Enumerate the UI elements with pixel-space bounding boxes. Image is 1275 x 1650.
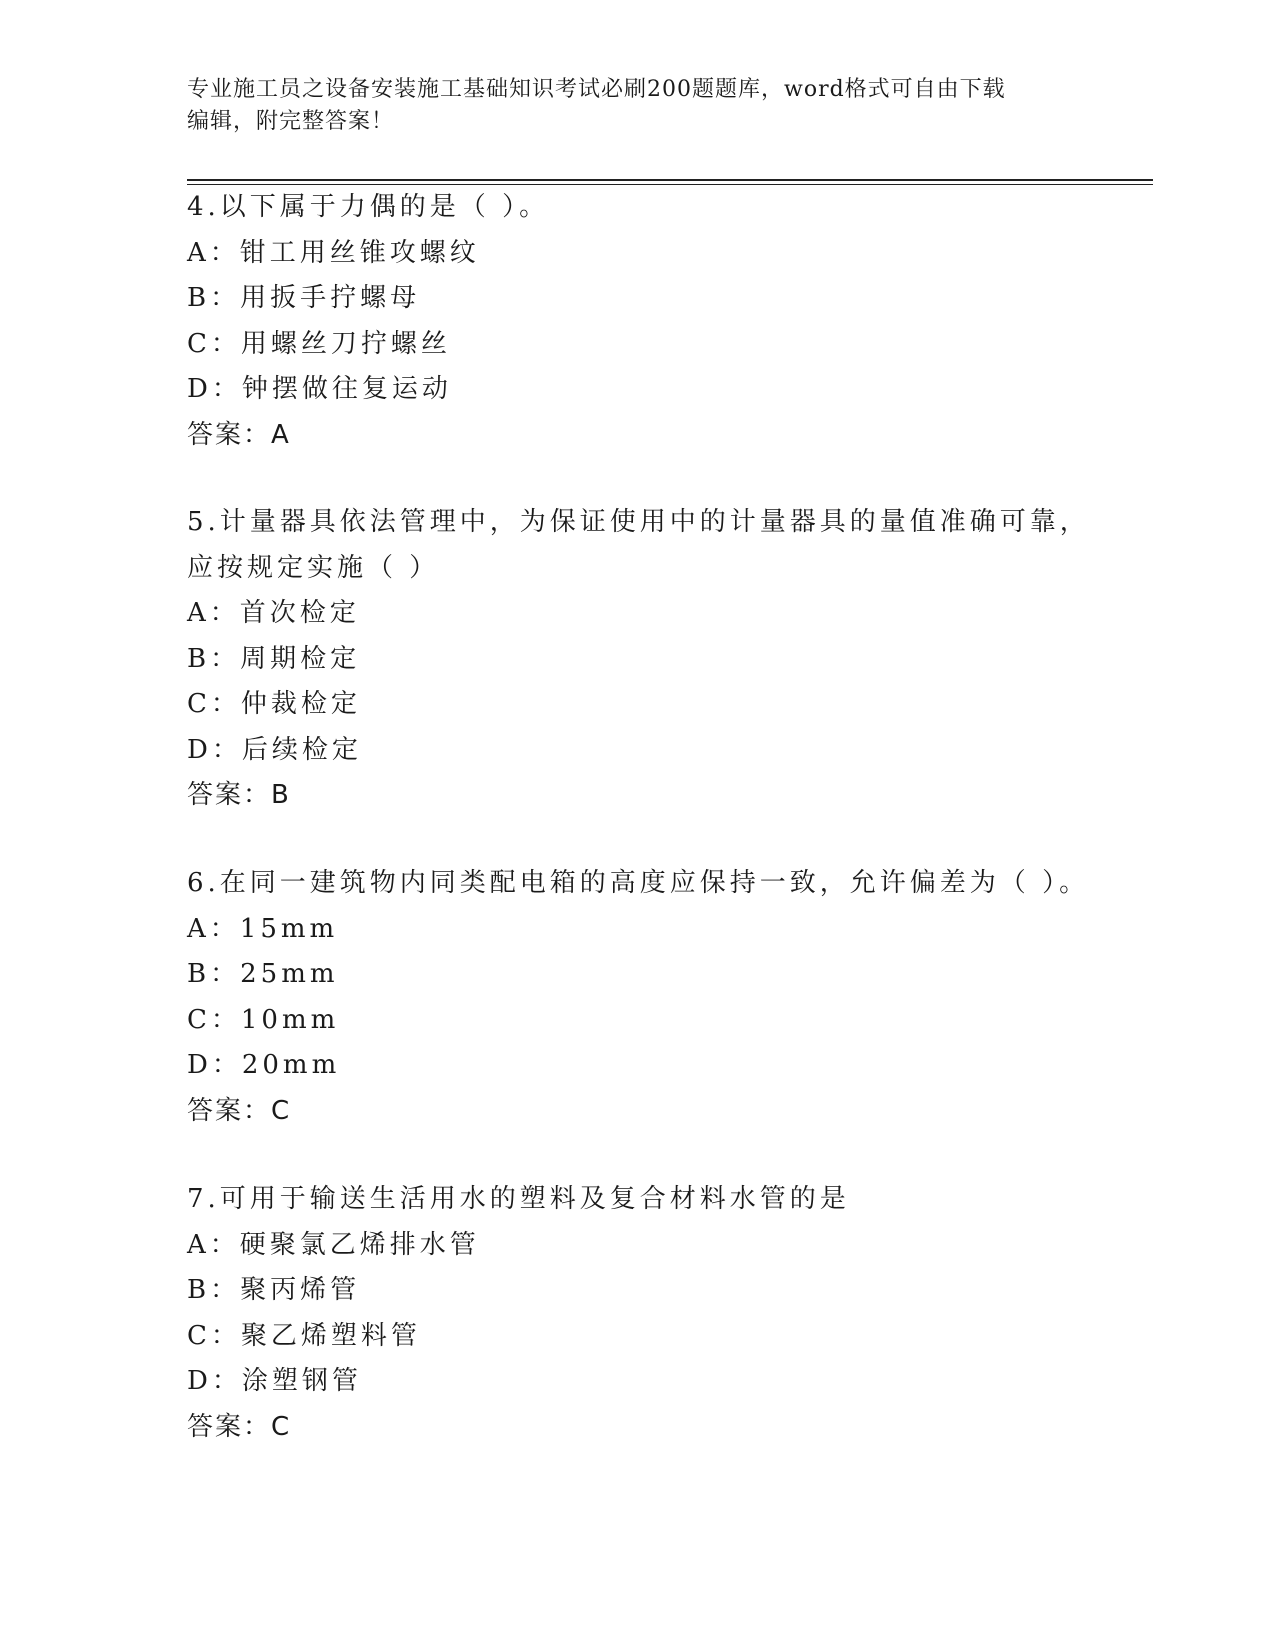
question-stem: 4.以下属于力偶的是（ ）。 (187, 192, 550, 222)
question-7 (187, 1177, 1087, 1450)
question-stem: 6.在同一建筑物内同类配电箱的高度应保持一致，允许偏差为（ ）。 (187, 868, 1090, 898)
question-5 (187, 500, 1090, 819)
option-c: C：用螺丝刀拧螺丝 (187, 328, 451, 359)
answer-label: 答案：B (187, 780, 291, 810)
option-b: B：25mm (187, 959, 339, 989)
option-d: D：涂塑钢管 (187, 1366, 362, 1396)
question-stem: 7.可用于输送生活用水的塑料及复合材料水管的是 (187, 1184, 850, 1214)
answer-label: 答案：C (187, 1411, 292, 1442)
option-b: B：周期检定 (187, 643, 361, 674)
option-b: B：聚丙烯管 (187, 1275, 361, 1305)
option-d: D：钟摆做往复运动 (187, 374, 452, 404)
option-c: C：聚乙烯塑料管 (187, 1320, 421, 1351)
option-a: A：钳工用丝锥攻螺纹 (187, 237, 480, 268)
answer-label: 答案：C (187, 1095, 292, 1126)
option-a: A：15mm (187, 913, 339, 944)
question-stem-continued: 应按规定实施（ ） (187, 552, 440, 583)
question-4 (187, 185, 1087, 458)
option-a: A：硬聚氯乙烯排水管 (187, 1229, 480, 1260)
option-c: C：仲裁检定 (187, 689, 361, 719)
option-d: D：后续检定 (187, 734, 362, 765)
header-divider-thick (187, 179, 1153, 181)
answer-label: 答案：A (187, 419, 291, 450)
option-a: A：首次检定 (187, 598, 360, 628)
header-title-line-1: 专业施工员之设备安装施工基础知识考试必刷200题题库，word格式可自由下载 (187, 77, 1006, 102)
option-c: C：10mm (187, 1004, 340, 1035)
header-title-line-2: 编辑，附完整答案！ (187, 109, 395, 134)
option-d: D：20mm (187, 1050, 341, 1080)
option-b: B：用扳手拧螺母 (187, 283, 421, 313)
question-6 (187, 861, 1090, 1134)
question-stem: 5.计量器具依法管理中，为保证使用中的计量器具的量值准确可靠， (187, 507, 1090, 537)
document-header (187, 74, 1087, 138)
